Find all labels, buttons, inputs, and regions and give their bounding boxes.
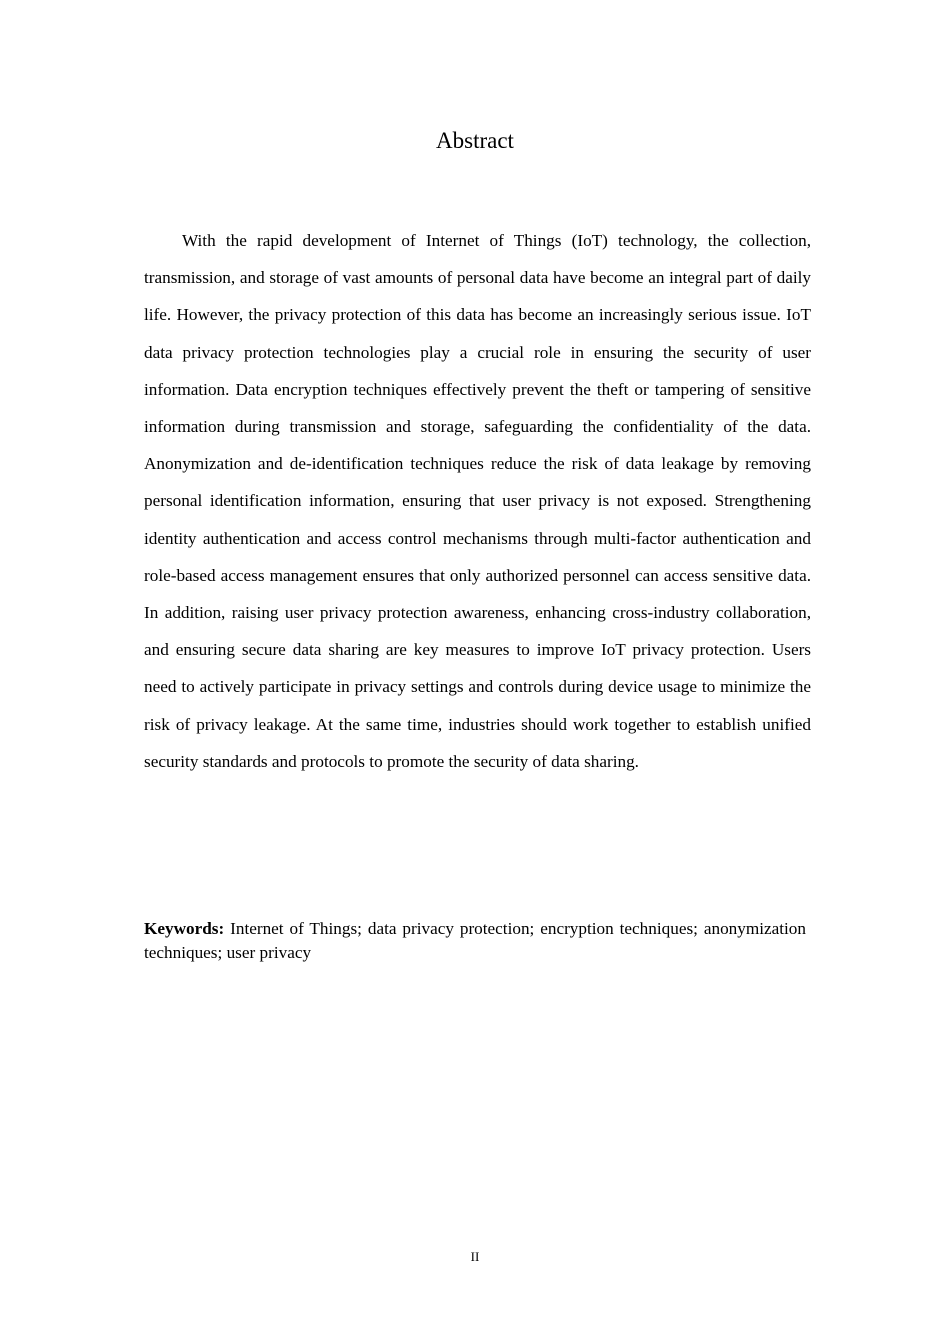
abstract-title: Abstract <box>436 128 514 153</box>
page-number: II <box>470 1249 480 1264</box>
keywords-label: Keywords: <box>144 919 225 938</box>
keywords-text: Internet of Things; data privacy protection; encryption techniques; anonymization techniques; user privacy <box>144 919 806 962</box>
keywords-paragraph <box>144 917 806 964</box>
abstract-body: With the rapid development of Internet of Things (IoT) technology, the collection, transmission, and storage of vast amounts of personal data have become an integral part of daily life. However, the privacy protection of this data has become an increasingly serious issue. IoT data privacy protection technologies play a crucial role in ensuring the security of user information. Data encryption techniques effectively prevent the theft or tampering of sensitive information during transmission and storage, safeguarding the confidentiality of the data. Anonymization and de-identification techniques reduce the risk of data leakage by removing personal identification information, ensuring that user privacy is not exposed. Strengthening identity authentication and access control mechanisms through multi-factor authentication and role-based access management ensures that only authorized personnel can access sensitive data. In addition, raising user privacy protection awareness, enhancing cross-industry collaboration, and ensuring secure data sharing are key measures to improve IoT privacy protection. Users need to actively participate in privacy settings and controls during device usage to minimize the risk of privacy leakage. At the same time, industries should work together to establish unified security standards and protocols to promote the security of data sharing. <box>144 231 811 771</box>
